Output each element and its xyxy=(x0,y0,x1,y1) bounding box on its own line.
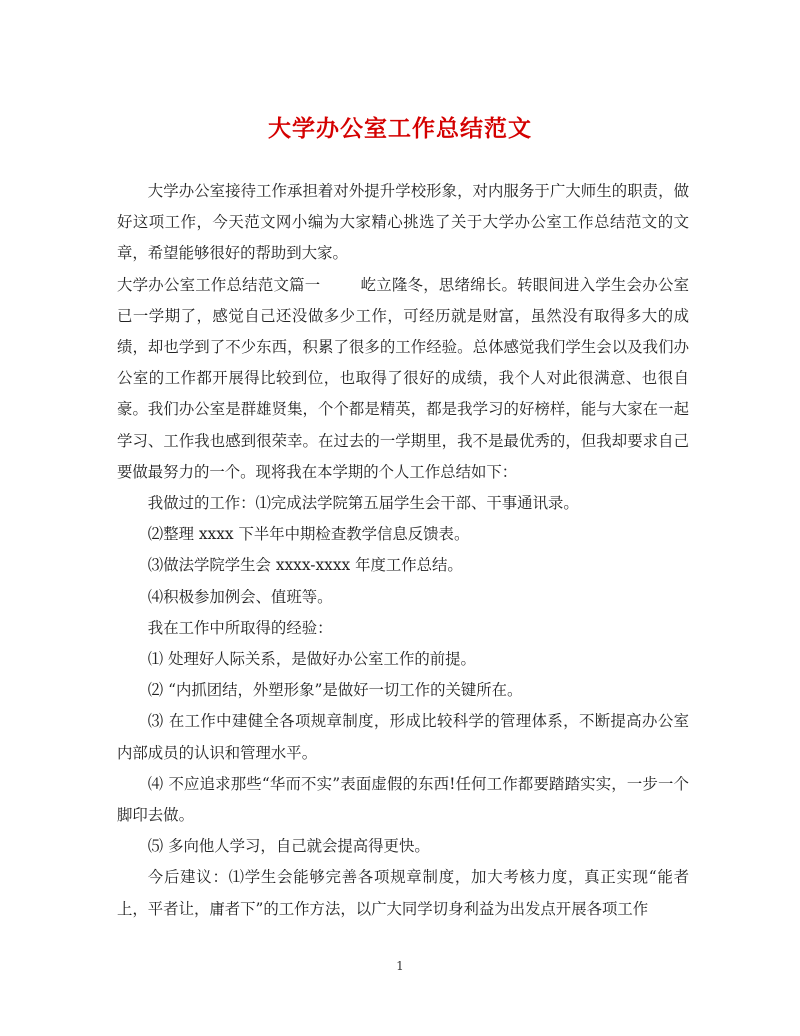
intro-paragraph: 大学办公室接待工作承担着对外提升学校形象，对内服务于广大师生的职责，做好这项工作，今天范文网小编为大家精心挑选了关于大学办公室工作总结范文的文章，希望能够很好的帮助到大家。 xyxy=(117,182,689,263)
section-heading: 大学办公室工作总结范文篇一 xyxy=(117,275,321,294)
section-body: 屹立隆冬，思绪绵长。转眼间进入学生会办公室已一学期了，感觉自己还没做多少工作，可经历就是财富，虽然没有取得多大的成绩，却也学到了不少东西，积累了很多的工作经验。总体感觉我们学生会以及我们办公室的工作都开展得比较到位，也取得了很好的成绩，我个人对此很满意、也很自豪。我们办公室是群雄贤集，个个都是精英，都是我学习的好榜样，能与大家在一起学习、工作我也感到很荣幸。在过去的一学期里，我不是最优秀的，但我却要求自己要做最努力的一个。现将我在本学期的个人工作总结如下： xyxy=(117,275,689,481)
experience-heading: 我在工作中所取得的经验： xyxy=(147,618,333,637)
experience-item: ⑴ 处理好人际关系，是做好办公室工作的前提。 xyxy=(147,650,476,669)
work-done-item: ⑵整理 xxxx 下半年中期检查教学信息反馈表。 xyxy=(147,525,470,544)
experience-item: ⑶ 在工作中建健全各项规章制度，形成比较科学的管理体系，不断提高办公室内部成员的认识和管理水平。 xyxy=(117,712,689,762)
experience-item: ⑸ 多向他人学习，自己就会提高得更快。 xyxy=(147,837,430,856)
section-paragraph xyxy=(117,270,689,488)
experience-item: ⑷ 不应追求那些“华而不实”表面虚假的东西!任何工作都要踏踏实实，一步一个脚印去做。 xyxy=(117,774,689,825)
page-number: 1 xyxy=(396,959,404,973)
work-done-item: 我做过的工作：⑴完成法学院第五届学生会干部、干事通讯录。 xyxy=(147,494,579,513)
document-body xyxy=(117,176,689,925)
work-done-item: ⑷积极参加例会、值班等。 xyxy=(147,587,333,606)
experience-item: ⑵ “内抓团结，外塑形象”是做好一切工作的关键所在。 xyxy=(147,681,523,700)
work-done-item: ⑶做法学院学生会 xxxx-xxxx 年度工作总结。 xyxy=(147,556,463,575)
suggestion-paragraph: 今后建议：⑴学生会能够完善各项规章制度，加大考核力度，真正实现“能者上，平者让，庸者下”的工作方法，以广大同学切身利益为出发点开展各项工作 xyxy=(117,868,689,918)
document-title: 大学办公室工作总结范文 xyxy=(268,115,532,142)
